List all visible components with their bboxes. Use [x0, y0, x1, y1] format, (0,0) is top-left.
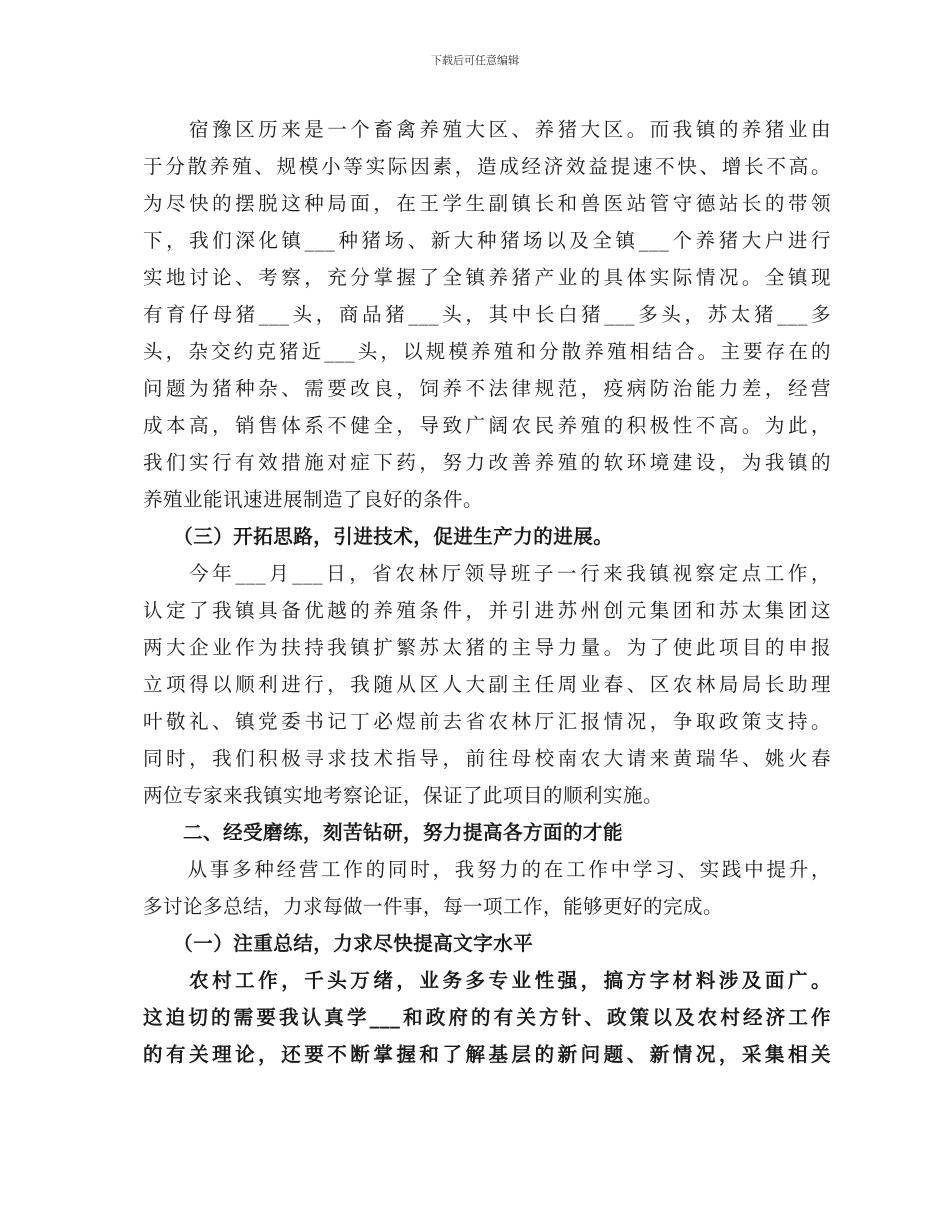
text-line: 多讨论多总结，力求每做一件事，每一项工作，能够更好的完成。	[143, 895, 724, 918]
section-heading: （一）注重总结，力求尽快提高文字水平	[143, 932, 534, 955]
text-line: 头，杂交约克猪近___头，以规模养殖和分散养殖相结合。主要存在的	[143, 340, 831, 363]
text-line: 实地讨论、考察，充分掌握了全镇养猪产业的具体实际情况。全镇现	[143, 266, 831, 289]
text-line: 今年___月___日，省农林厅领导班子一行来我镇视察定点工作，	[143, 562, 831, 585]
text-line: 有育仔母猪___头，商品猪___头，其中长白猪___多头，苏太猪___多	[143, 303, 831, 326]
text-line: 的有关理论，还要不断掌握和了解基层的新问题、新情况，采集相关	[143, 1043, 831, 1066]
text-line: 同时，我们积极寻求技术指导，前往母校南农大请来黄瑞华、姚火春	[143, 747, 831, 770]
text-line: 两位专家来我镇实地考察论证，保证了此项目的顺利实施。	[143, 784, 664, 807]
text-line: 叶敬礼、镇党委书记丁必煜前去省农林厅汇报情况，争取政策支持。	[143, 710, 831, 733]
text-line: 从事多种经营工作的同时，我努力的在工作中学习、实践中提升，	[143, 858, 831, 881]
text-line: 为尽快的摆脱这种局面，在王学生副镇长和兽医站管守德站长的带领	[143, 192, 831, 215]
section-heading: 二、经受磨练，刻苦钻研，努力提高各方面的才能	[143, 821, 624, 844]
text-line: 农村工作，千头万绪，业务多专业性强，搞方字材料涉及面广。	[143, 969, 831, 992]
text-line: 问题为猪种杂、需要改良，饲养不法律规范，疫病防治能力差，经营	[143, 377, 831, 400]
text-line: 成本高，销售体系不健全，导致广阔农民养殖的积极性不高。为此，	[143, 414, 831, 437]
text-line: 立项得以顺利进行，我随从区人大副主任周业春、区农林局局长助理	[143, 673, 831, 696]
text-line: 于分散养殖、规模小等实际因素，造成经济效益提速不快、增长不高。	[143, 155, 831, 178]
document-body	[143, 111, 831, 1073]
text-line: 下，我们深化镇___种猪场、新大种猪场以及全镇___个养猪大户进行	[143, 229, 831, 252]
page-header-note: 下载后可任意编辑	[431, 54, 519, 67]
text-line: 我们实行有效措施对症下药，努力改善养殖的软环境建设，为我镇的	[143, 451, 831, 474]
text-line: 认定了我镇具备优越的养殖条件，并引进苏州创元集团和苏太集团这	[143, 599, 831, 622]
text-line: 这迫切的需要我认真学___和政府的有关方针、政策以及农村经济工作	[143, 1006, 831, 1029]
section-heading: （三）开拓思路，引进技术，促进生产力的进展。	[143, 525, 614, 548]
text-line: 两大企业作为扶持我镇扩繁苏太猪的主导力量。为了使此项目的申报	[143, 636, 831, 659]
text-line: 养殖业能讯速进展制造了良好的条件。	[143, 488, 484, 511]
text-line: 宿豫区历来是一个畜禽养殖大区、养猪大区。而我镇的养猪业由	[143, 118, 831, 141]
